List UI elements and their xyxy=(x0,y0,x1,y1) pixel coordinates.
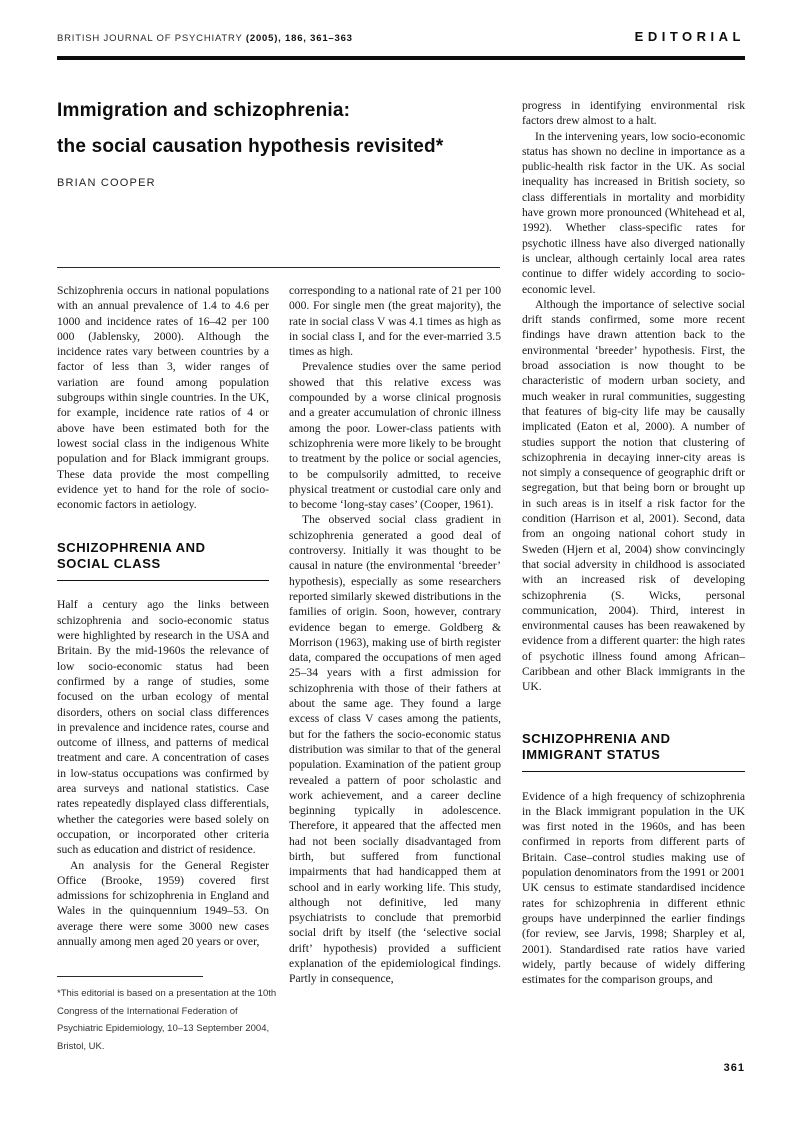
section-heading-immigrant-status xyxy=(522,731,745,772)
text-column-3 xyxy=(522,98,745,987)
footnote-text: *This editorial is based on a presentation at the 10th Congress of the International Federation of Psychiatric Epidemiology, 10–13 September 2004, Bristol, UK. xyxy=(57,988,277,1052)
paragraph: In the intervening years, low socio-economic status has shown no decline in importance as a public-health risk factor in the UK. As social inequality has increased in British society, so class differentials in mortality and morbidity have grown more pronounced (Whitehead et al, 1992). Whether class-specific rates for psychotic illness have also diverged nationally is unclear, although certainly local area rates continue to differ widely according to socio-economic level. xyxy=(522,129,745,296)
paragraph: Evidence of a high frequency of schizophrenia in the Black immigrant population in the UK was first noted in the 1960s, and has been confirmed in reports from different parts of Britain. Case–control studies making use of population denominators from the 1991 or 2001 UK census to estimate standardised incidence rates for schizophrenia in different ethnic groups have underpinned the earlier findings (for review, see Jarvis, 1998; Sharpley et al, 2001). Standardised rate ratios have varied widely, partly because of widely differing estimates for the comparison groups, and xyxy=(522,789,745,987)
heading-line: SOCIAL CLASS xyxy=(57,556,161,572)
heading-line: IMMIGRANT STATUS xyxy=(522,746,661,762)
article-title-line1: Immigration and schizophrenia: xyxy=(57,100,351,121)
page-number: 361 xyxy=(723,1062,745,1074)
paragraph: Schizophrenia occurs in national populations with an annual prevalence of 1.4 to 4.6 per 1000 and incidence rates of 16–42 per 100 000 (Jablensky, 2000). Although the incidence rates vary between countries by a factor of less than 3, wider ranges of variation are found among population subgroups within single countries. In the UK, for example, incidence rate ratios of 4 or above have been estimated both for the lowest social class in the indigenous White population and for Black immigrant groups. These data provide the most compelling evidence yet to hand for the role of socio-economic factors in aetiology. xyxy=(57,284,269,512)
section-label: EDITORIAL xyxy=(634,29,745,44)
paragraph: progress in identifying environmental risk factors drew almost to a halt. xyxy=(522,99,745,128)
paragraph: An analysis for the General Register Office (Brooke, 1959) covered first admissions for schizophrenia in England and Wales in the quinquennium 1949–53. On average there were some 3000 new cases annually among men aged 20 years or over, xyxy=(57,858,269,948)
text-column-1 xyxy=(57,283,269,949)
paragraph: The observed social class gradient in schizophrenia generated a good deal of controversy. Initially it was thought to be causal in nature (the environmental ‘breeder’ hypothesis), especially as some researchers reported similarly skewed distributions in the families of origin. Soon, however, contrary evidence began to emerge. Goldberg & Morrison (1963), making use of birth register data, compared the occupations of men aged 25–34 years with a first admission for schizophrenia with those of their fathers at about the same age. They found a large excess of class V cases among the patients, but for the fathers the socio-economic status distribution was similar to that of the general population. Examination of the patient group revealed a pattern of poor scholastic and work achievement, and a career decline beginning typically in adolescence. Therefore, it appeared that the affected men had not been socially disadvantaged from birth, but suffered from functional impairments that had handicapped them at school and in early working life. This study, although not definitive, led many psychiatrists to conclude that premorbid social drift by itself (the ‘selective social drift’ hypothesis) provided a sufficient explanation of the epidemiological findings. Partly in consequence, xyxy=(289,513,501,986)
paragraph: Prevalence studies over the same period showed that this relative excess was compounded by a worse clinical prognosis and a greater accumulation of chronic illness among the poor. Lower-class patients with schizophrenia were more likely to be brought to treatment by the police or social agencies, to be compulsorily admitted, to receive physical treatment or custodial care only and to become ‘long-stay cases’ (Cooper, 1961). xyxy=(289,360,501,512)
heading-line: SCHIZOPHRENIA AND xyxy=(57,540,206,556)
article-title-line2: the social causation hypothesis revisited* xyxy=(57,136,444,157)
running-head xyxy=(57,29,745,44)
journal-reference xyxy=(57,33,353,44)
body-start-rule xyxy=(57,267,500,268)
paragraph: Half a century ago the links between schizophrenia and socio-economic status were highlighted by research in the USA and Britain. By the mid-1960s the relevance of low socio-economic status had been confirmed by a range of studies, some focused on the urban ecology of mental disorders, others on social class differences in prevalence and incidence rates, course and outcome of illness, and patterns of medical treatment and care. A concentration of cases in low-status occupations was confirmed by area surveys and national statistics. Case rates repeatedly displayed class differentials, whether the categories were based solely on occupation, or incorporated other criteria such as education and district of residence. xyxy=(57,598,269,857)
footnote xyxy=(57,976,279,1055)
text-column-2 xyxy=(289,283,501,987)
author-name: BRIAN COOPER xyxy=(57,177,156,189)
paragraph: corresponding to a national rate of 21 per 100 000. For single men (the great majority), the rate in social class V was 4.1 times as high as in social class I, and for the ever-married 3.5 times as high. xyxy=(289,284,501,359)
footnote-rule xyxy=(57,976,203,977)
paragraph: Although the importance of selective social drift stands confirmed, some more recent findings have drawn attention back to the environmental ‘breeder’ hypothesis. First, the broad association is now thought to be characteristic of modern urban society, and much weaker in rural communities, suggesting that features of big-city life may be causally implicated (Eaton et al, 2000). A number of studies support the notion that clustering of schizophrenia in decaying inner-city areas is not simply a consequence of geographic drift or segregation, but that being born or brought up in such areas is in itself a risk factor for the condition (Harrison et al, 2001). Second, data from an ongoing national cohort study in Sweden (Hjern et al, 2004) show convincingly that social adversity in childhood is associated with an increased risk of developing schizophrenia (S. Wicks, personal communication, 2004). Third, interest in environmental causes has been reawakened by evidence from a different quarter: the high rates of psychotic illness found among African–Caribbean and other Black immigrants in the UK. xyxy=(522,297,745,694)
journal-title: BRITISH JOURNAL OF PSYCHIATRY xyxy=(57,33,243,44)
heading-line: SCHIZOPHRENIA AND xyxy=(522,730,671,746)
title-block xyxy=(57,93,517,189)
header-rule xyxy=(57,56,745,60)
journal-citation: (2005), 186, 361–363 xyxy=(245,33,353,44)
section-heading-social-class xyxy=(57,540,269,581)
